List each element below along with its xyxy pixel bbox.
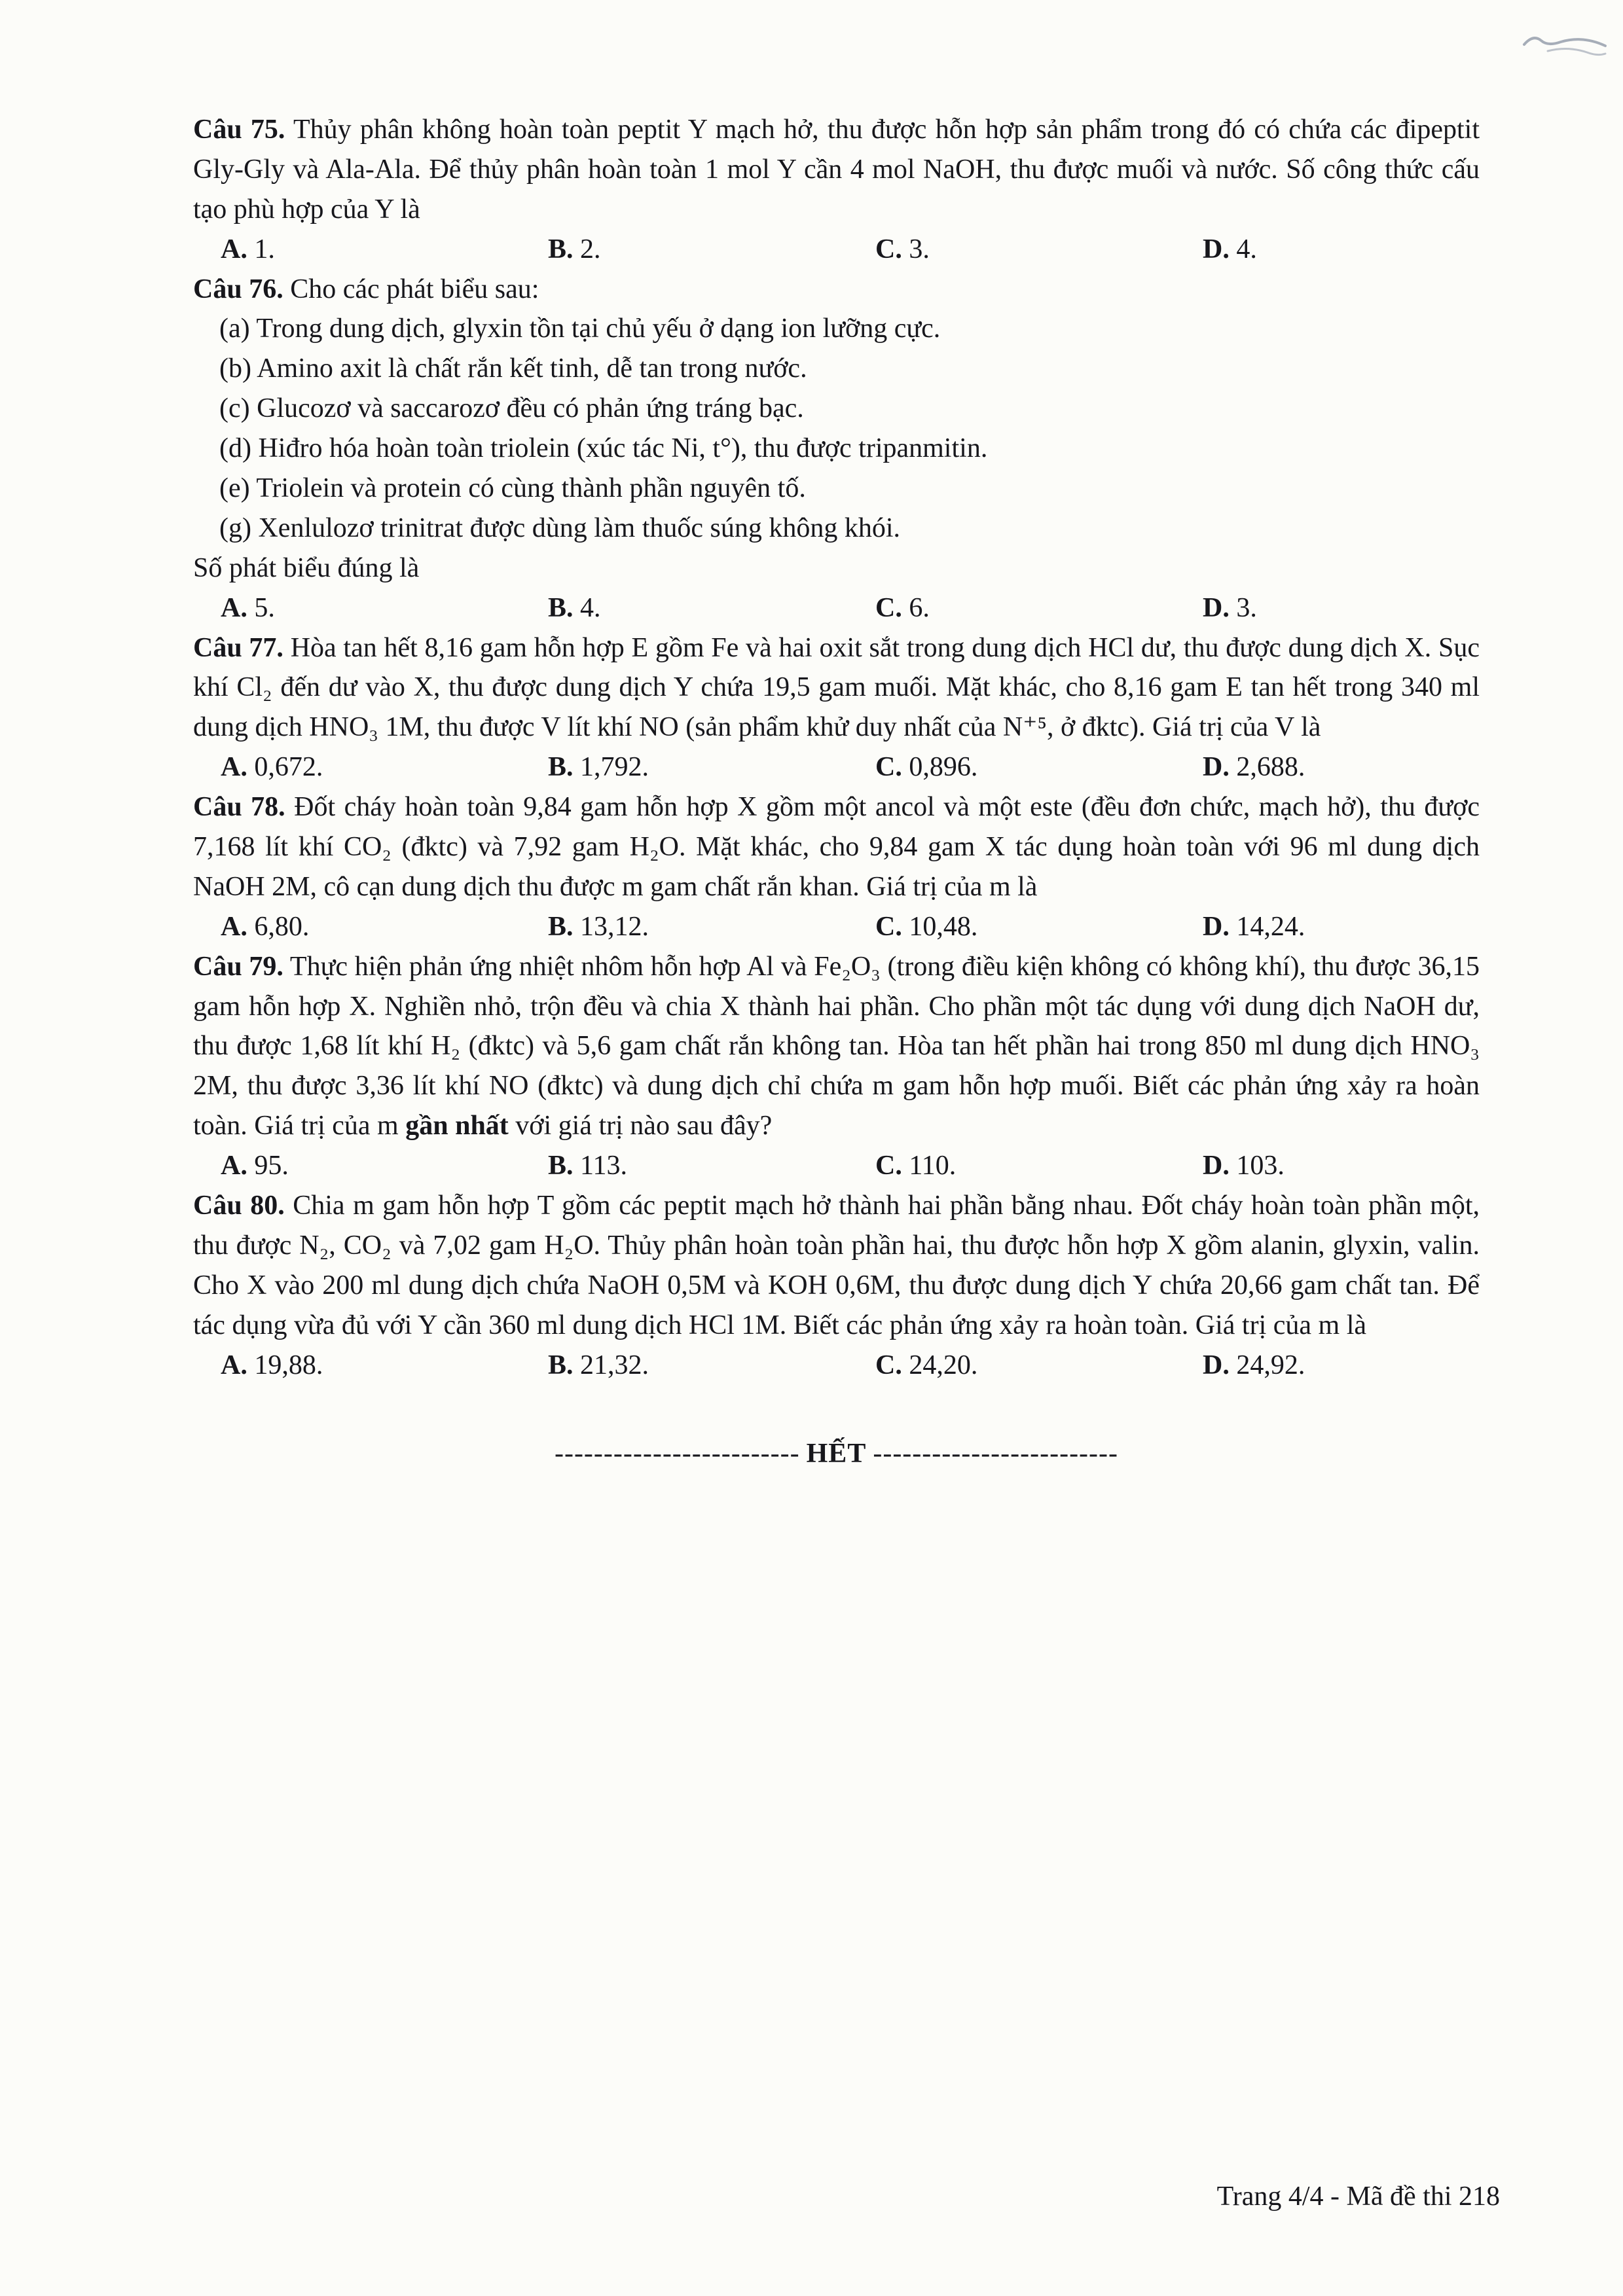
question-78: [193, 787, 1480, 947]
pen-mark-artifact: [1519, 22, 1611, 68]
question-78-option-d: [1203, 907, 1305, 947]
question-78-options: [193, 907, 1480, 947]
question-76-label: Câu 76.: [193, 274, 283, 304]
question-76-intro: Cho các phát biểu sau:: [290, 274, 539, 304]
question-77-options: [193, 747, 1480, 787]
option-text: 0,896.: [909, 752, 978, 783]
question-77-text: [193, 628, 1480, 748]
option-key: C.: [875, 234, 902, 264]
question-76-option-c: [875, 588, 1203, 628]
question-79-option-d: [1203, 1146, 1285, 1186]
option-key: C.: [875, 752, 902, 783]
option-text: 10,48.: [909, 911, 978, 942]
question-80-text: [193, 1186, 1480, 1346]
option-text: 113.: [580, 1151, 627, 1181]
option-key: A.: [221, 234, 247, 264]
question-76-statement-d: (d) Hiđro hóa hoàn toàn triolein (xúc tác Ni, t°), thu được tripanmitin.: [219, 433, 988, 464]
page-footer: Trang 4/4 - Mã đề thi 218: [1216, 2181, 1500, 2212]
question-79-option-a: [221, 1146, 548, 1186]
end-of-exam-marker: [193, 1434, 1480, 1474]
option-text: 4.: [1236, 234, 1257, 264]
option-key: D.: [1203, 1151, 1230, 1181]
option-key: B.: [548, 234, 574, 264]
question-79-label: Câu 79.: [193, 951, 283, 982]
question-75-label: Câu 75.: [193, 115, 285, 145]
question-79: [193, 947, 1480, 1186]
option-key: D.: [1203, 911, 1230, 942]
question-78-text: [193, 787, 1480, 907]
option-text: 1,792.: [580, 752, 649, 783]
question-80-option-d: [1203, 1346, 1305, 1386]
question-79-option-c: [875, 1146, 1203, 1186]
question-80-option-a: [221, 1346, 548, 1386]
option-key: B.: [548, 1350, 574, 1380]
option-text: 21,32.: [580, 1350, 649, 1380]
option-text: 2.: [580, 234, 601, 264]
exam-content: [193, 110, 1480, 1473]
question-80-label: Câu 80.: [193, 1191, 285, 1221]
option-text: 5.: [254, 592, 275, 623]
question-76-statement-a: (a) Trong dung dịch, glyxin tồn tại chủ yếu ở dạng ion lưỡng cực.: [219, 314, 941, 344]
question-76-option-d: [1203, 588, 1257, 628]
question-76-option-a: [221, 588, 548, 628]
question-76-closing: Số phát biểu đúng là: [193, 552, 420, 583]
question-80-option-b: [548, 1346, 875, 1386]
option-text: 3.: [909, 234, 930, 264]
question-80-options: [193, 1346, 1480, 1386]
question-79-body-post: với giá trị nào sau đây?: [515, 1111, 773, 1141]
question-76-statement-b: (b) Amino axit là chất rắn kết tinh, dễ tan trong nước.: [219, 353, 807, 384]
question-79-options: [193, 1146, 1480, 1186]
option-key: D.: [1203, 234, 1230, 264]
option-text: 3.: [1236, 592, 1257, 623]
option-key: C.: [875, 1151, 902, 1181]
question-79-option-b: [548, 1146, 875, 1186]
question-75-body: Thủy phân không hoàn toàn peptit Y mạch hở, thu được hỗn hợp sản phẩm trong đó có chứa các đipeptit Gly-Gly và Ala-Ala. Để thủy phân hoàn toàn 1 mol Y cần 4 mol NaOH, thu được muối và nước. Số công thức cấu tạo phù hợp của Y là: [193, 115, 1480, 224]
question-77-option-d: [1203, 747, 1305, 787]
question-76: [193, 270, 1480, 628]
option-text: 14,24.: [1236, 911, 1305, 942]
question-78-body: Đốt cháy hoàn toàn 9,84 gam hỗn hợp X gồm một ancol và một este (đều đơn chức, mạch hở), thu được 7,168 lít khí CO₂ (đktc) và 7,92 gam H₂O. Mặt khác, cho 9,84 gam X tác dụng hoàn toàn với 96 ml dung dịch NaOH 2M, cô cạn dung dịch thu được m gam chất rắn khan. Giá trị của m là: [193, 792, 1480, 902]
question-76-statement-c: (c) Glucozơ và saccarozơ đều có phản ứng tráng bạc.: [219, 393, 804, 424]
option-key: B.: [548, 911, 574, 942]
option-key: A.: [221, 752, 247, 783]
question-77-label: Câu 77.: [193, 632, 283, 663]
question-75-option-b: [548, 230, 875, 270]
question-75-text: [193, 110, 1480, 230]
option-key: A.: [221, 911, 247, 942]
question-75: [193, 110, 1480, 270]
question-78-option-a: [221, 907, 548, 947]
option-text: 6.: [909, 592, 930, 623]
option-text: 4.: [580, 592, 601, 623]
question-77-option-a: [221, 747, 548, 787]
option-key: C.: [875, 1350, 902, 1380]
question-77: [193, 628, 1480, 788]
option-text: 1.: [254, 234, 275, 264]
option-key: A.: [221, 1350, 247, 1380]
question-76-statement-g: (g) Xenlulozơ trinitrat được dùng làm thuốc súng không khói.: [219, 512, 901, 543]
option-text: 0,672.: [254, 752, 323, 783]
option-text: 6,80.: [254, 911, 310, 942]
question-78-option-c: [875, 907, 1203, 947]
option-text: 103.: [1236, 1151, 1285, 1181]
question-76-text: [193, 270, 1480, 310]
question-76-options: [193, 588, 1480, 628]
option-key: B.: [548, 752, 574, 783]
question-76-statement-e: (e) Triolein và protein có cùng thành phần nguyên tố.: [219, 473, 806, 504]
question-75-option-d: [1203, 230, 1257, 270]
option-text: 2,688.: [1236, 752, 1305, 783]
option-text: 13,12.: [580, 911, 649, 942]
option-text: 19,88.: [254, 1350, 323, 1380]
question-80-option-c: [875, 1346, 1203, 1386]
option-key: B.: [548, 592, 574, 623]
option-key: B.: [548, 1151, 574, 1181]
question-75-option-a: [221, 230, 548, 270]
question-80-body: Chia m gam hỗn hợp T gồm các peptit mạch hở thành hai phần bằng nhau. Đốt cháy hoàn toàn phần một, thu được N₂, CO₂ và 7,02 gam H₂O. Thủy phân hoàn toàn phần hai, thu được hỗn hợp X gồm alanin, glyxin, valin. Cho X vào 200 ml dung dịch chứa NaOH 0,5M và KOH 0,6M, thu được dung dịch Y chứa 20,66 gam chất tan. Để tác dụng vừa đủ với Y cần 360 ml dung dịch HCl 1M. Biết các phản ứng xảy ra hoàn toàn. Giá trị của m là: [193, 1191, 1480, 1340]
option-key: D.: [1203, 752, 1230, 783]
end-label: HẾT: [806, 1438, 867, 1469]
end-dashes-left: -------------------------: [554, 1438, 800, 1469]
option-text: 24,92.: [1236, 1350, 1305, 1380]
option-key: A.: [221, 1151, 247, 1181]
option-text: 24,20.: [909, 1350, 978, 1380]
question-78-option-b: [548, 907, 875, 947]
question-78-label: Câu 78.: [193, 792, 285, 823]
question-76-option-b: [548, 588, 875, 628]
option-key: A.: [221, 592, 247, 623]
question-79-body-pre: Thực hiện phản ứng nhiệt nhôm hỗn hợp Al và Fe₂O₃ (trong điều kiện không có không khí), thu được 36,15 gam hỗn hợp X. Nghiền nhỏ, trộn đều và chia X thành hai phần. Cho phần một tác dụng với dung dịch NaOH dư, thu được 1,68 lít khí H₂ (đktc) và 5,6 gam chất rắn không tan. Hòa tan hết phần hai trong 850 ml dung dịch HNO₃ 2M, thu được 3,36 lít khí NO (đktc) và dung dịch chỉ chứa m gam hỗn hợp muối. Biết các phản ứng xảy ra hoàn toàn. Giá trị của m: [193, 951, 1480, 1141]
option-key: D.: [1203, 1350, 1230, 1380]
question-77-body: Hòa tan hết 8,16 gam hỗn hợp E gồm Fe và hai oxit sắt trong dung dịch HCl dư, thu được dung dịch X. Sục khí Cl₂ đến dư vào X, thu được dung dịch Y chứa 19,5 gam muối. Mặt khác, cho 8,16 gam E tan hết trong 340 ml dung dịch HNO₃ 1M, thu được V lít khí NO (sản phẩm khử duy nhất của N⁺⁵, ở đktc). Giá trị của V là: [193, 632, 1480, 743]
end-dashes-right: -------------------------: [873, 1438, 1119, 1469]
option-key: C.: [875, 592, 902, 623]
option-key: D.: [1203, 592, 1230, 623]
question-75-options: [193, 230, 1480, 270]
question-75-option-c: [875, 230, 1203, 270]
question-80: [193, 1186, 1480, 1385]
question-77-option-c: [875, 747, 1203, 787]
question-79-body-bold: gần nhất: [405, 1111, 509, 1141]
option-key: C.: [875, 911, 902, 942]
question-79-text: [193, 947, 1480, 1146]
question-77-option-b: [548, 747, 875, 787]
option-text: 110.: [909, 1151, 957, 1181]
option-text: 95.: [254, 1151, 289, 1181]
